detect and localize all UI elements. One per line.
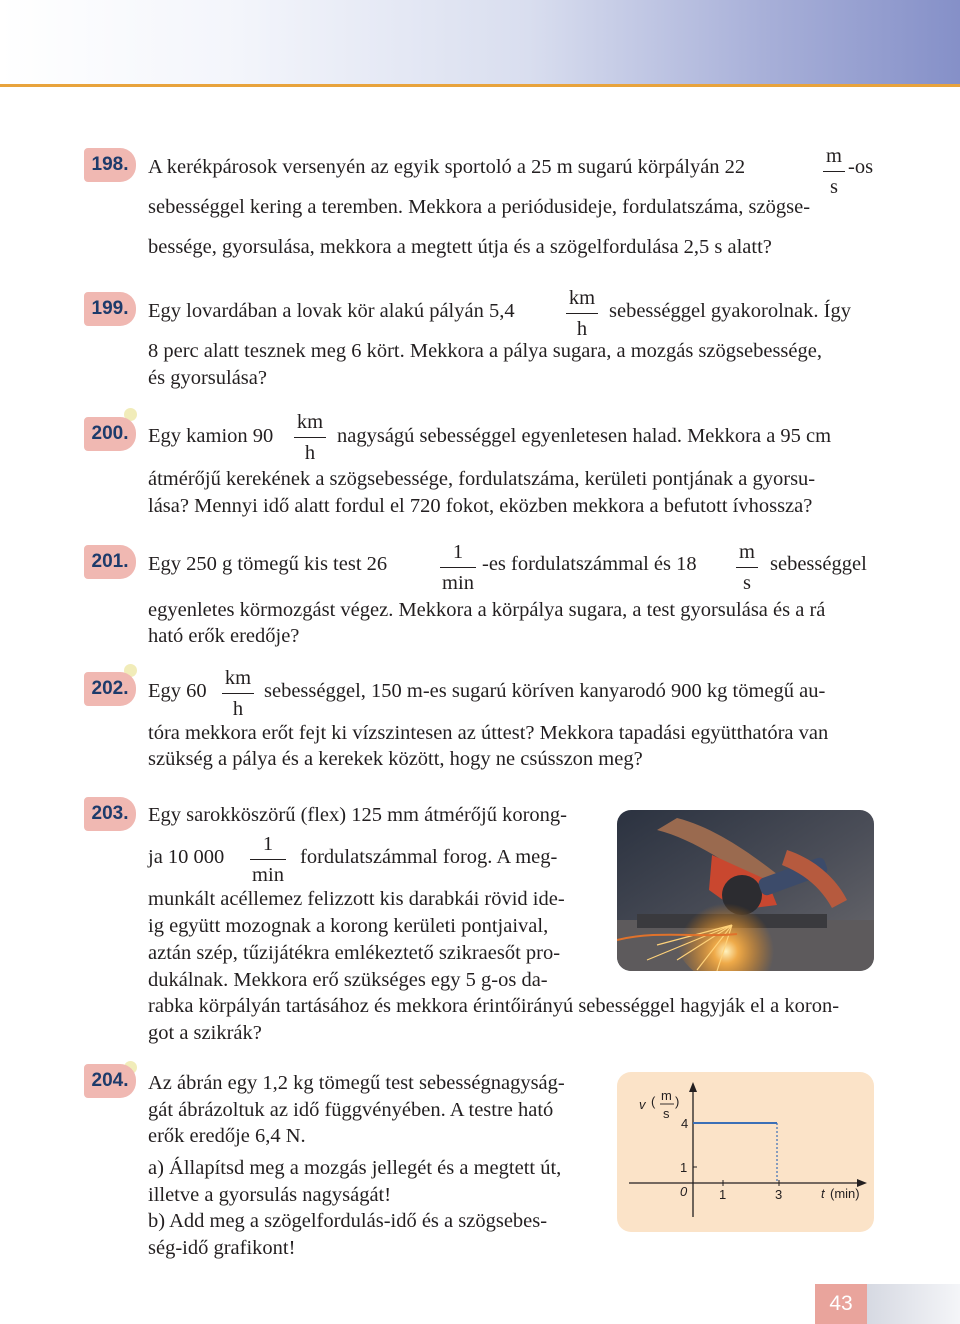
fraction-bar (566, 313, 598, 314)
fraction-numerator: 1 (452, 541, 464, 563)
problem-198-line-3: bessége, gyorsulása, mekkora a megtett útja és a szögelfordulása 2,5 s alatt? (148, 236, 772, 258)
problem-number-202: 202. (84, 672, 136, 706)
angle-grinder-image (617, 810, 874, 971)
problem-203-line-3: munkált acéllemez felizzott kis darabkái rövid ide- (148, 888, 565, 910)
problem-201-line-1: Egy 250 g tömegű kis test 26 (148, 553, 388, 575)
fraction-bar (294, 437, 326, 438)
fraction-numerator: km (224, 667, 252, 689)
problem-204-line-3: erők eredője 6,4 N. (148, 1125, 306, 1147)
y-unit-denominator: s (663, 1106, 670, 1121)
y-tick-label-4: 4 (681, 1116, 689, 1131)
problem-204-line-4: a) Állapítsd meg a mozgás jellegét és a megtett út, (148, 1157, 562, 1179)
page-number: 43 (815, 1284, 867, 1324)
y-unit-numerator: m (661, 1088, 672, 1103)
fraction-denominator: h (304, 441, 316, 464)
problem-201-fraction-1 (440, 542, 476, 593)
problem-203-line-8: got a szikrák? (148, 1022, 262, 1044)
problem-number-204: 204. (84, 1064, 136, 1098)
problem-number-200: 200. (84, 417, 136, 451)
problem-200-line-1: Egy kamion 90 (148, 425, 274, 447)
paren-right: ) (675, 1094, 680, 1109)
fraction-denominator: min (442, 571, 474, 594)
problem-202-line-1b: sebességgel, 150 m-es sugarú köríven kanyarodó 900 kg tömegű au- (264, 680, 826, 702)
problem-202-line-2: tóra mekkora erőt fejt ki vízszintesen az úttest? Mekkora tapadási együtthatóra van (148, 722, 829, 744)
header-band (0, 0, 960, 84)
problem-203-line-4: ig együtt mozognak a korong kerületi pontjaival, (148, 915, 549, 937)
problem-204-line-5: illetve a gyorsulás nagyságát! (148, 1184, 392, 1206)
problem-200-line-2: átmérőjű kerekének a szögsebessége, fordulatszáma, kerületi pontjának a gyorsu- (148, 468, 816, 490)
problem-200-fraction (294, 412, 326, 463)
header-rule (0, 84, 960, 87)
problem-199-fraction (566, 288, 598, 339)
fraction-numerator: 1 (262, 833, 274, 855)
problem-204-line-1: Az ábrán egy 1,2 kg tömegű test sebességnagyság- (148, 1072, 565, 1094)
problem-203-line-5: aztán szép, tűzijátékra emlékeztető szikraesőt pro- (148, 942, 561, 964)
problem-201-line-3: ható erők eredője? (148, 625, 300, 647)
problem-198-line-1: A kerékpárosok versenyén az egyik sportoló a 25 m sugarú körpályán 22 (148, 156, 746, 178)
problem-204-line-7: ség-idő grafikont! (148, 1237, 296, 1259)
velocity-time-graph-panel (617, 1072, 874, 1232)
y-axis-label: v (639, 1097, 646, 1112)
fraction-denominator: s (743, 571, 751, 594)
problem-199-line-1: Egy lovardában a lovak kör alakú pályán 5,4 (148, 300, 515, 322)
fraction-bar (222, 693, 254, 694)
problem-202-line-3: szükség a pálya és a kerekek között, hogy ne csússzon meg? (148, 748, 643, 770)
fraction-numerator: m (826, 145, 842, 167)
problem-199-line-1b: sebességgel gyakorolnak. Így (609, 300, 851, 322)
problem-203-line-6: dukálnak. Mekkora erő szükséges egy 5 g-os da- (148, 969, 548, 991)
fraction-bar (736, 567, 758, 568)
problem-201-line-1b: -es fordulatszámmal és 18 (482, 553, 697, 575)
problem-198-fraction (823, 146, 845, 197)
y-axis-arrow-icon (689, 1082, 697, 1092)
fraction-bar (823, 171, 845, 172)
fraction-numerator: km (568, 287, 596, 309)
angle-grinder-photo (617, 810, 874, 971)
problem-198-suffix: -os (848, 156, 874, 178)
problem-202-fraction (222, 668, 254, 719)
problem-number-198: 198. (84, 148, 136, 182)
x-axis-label: t (821, 1186, 825, 1201)
problem-202-line-1: Egy 60 (148, 680, 207, 702)
problem-204-line-2: gát ábrázoltuk az idő függvényében. A testre ható (148, 1099, 554, 1121)
fraction-denominator: h (232, 697, 244, 720)
y-tick-label-1: 1 (680, 1160, 688, 1175)
fraction-numerator: m (739, 541, 755, 563)
fraction-numerator: km (296, 411, 324, 433)
paren-left: ( (651, 1094, 656, 1109)
velocity-time-graph (617, 1072, 874, 1232)
problem-198-line-2: sebességgel kering a teremben. Mekkora a periódusideje, fordulatszáma, szögse- (148, 196, 811, 218)
problem-199-line-3: és gyorsulása? (148, 367, 267, 389)
problem-201-line-1c: sebességgel (770, 553, 867, 575)
problem-201-line-2: egyenletes körmozgást végez. Mekkora a körpálya sugara, a test gyorsulása és a rá (148, 599, 826, 621)
problem-200-line-1b: nagyságú sebességgel egyenletesen halad. Mekkora a 95 cm (337, 425, 832, 447)
problem-203-line-2b: fordulatszámmal forog. A meg- (300, 846, 558, 868)
problem-203-line-7: rabka körpályán tartásához és mekkora érintőirányú sebességgel hagyják el a koron- (148, 995, 840, 1017)
fraction-denominator: s (830, 175, 838, 198)
x-axis-unit: (min) (830, 1186, 860, 1201)
fraction-denominator: min (252, 863, 284, 886)
problem-number-203: 203. (84, 797, 136, 831)
problem-199-line-2: 8 perc alatt tesznek meg 6 kört. Mekkora a pálya sugara, a mozgás szögsebessége, (148, 340, 822, 362)
problem-203-fraction (250, 834, 286, 885)
fraction-bar (250, 859, 286, 860)
problem-204-line-6: b) Add meg a szögelfordulás-idő és a szögsebes- (148, 1210, 548, 1232)
fraction-denominator: h (576, 317, 588, 340)
problem-201-fraction-2 (736, 542, 758, 593)
page-number-band (867, 1284, 960, 1324)
x-tick-label-3: 3 (775, 1187, 783, 1202)
origin-label: 0 (680, 1184, 688, 1199)
problem-number-199: 199. (84, 292, 136, 326)
fraction-bar (440, 567, 476, 568)
problem-number-201: 201. (84, 545, 136, 579)
problem-200-line-3: lása? Mennyi idő alatt fordul el 720 fokot, eközben mekkora a befutott ívhossza? (148, 495, 813, 517)
problem-203-line-2: ja 10 000 (148, 846, 225, 868)
problem-203-line-1: Egy sarokköszörű (flex) 125 mm átmérőjű korong- (148, 804, 568, 826)
x-tick-label-1: 1 (719, 1187, 727, 1202)
